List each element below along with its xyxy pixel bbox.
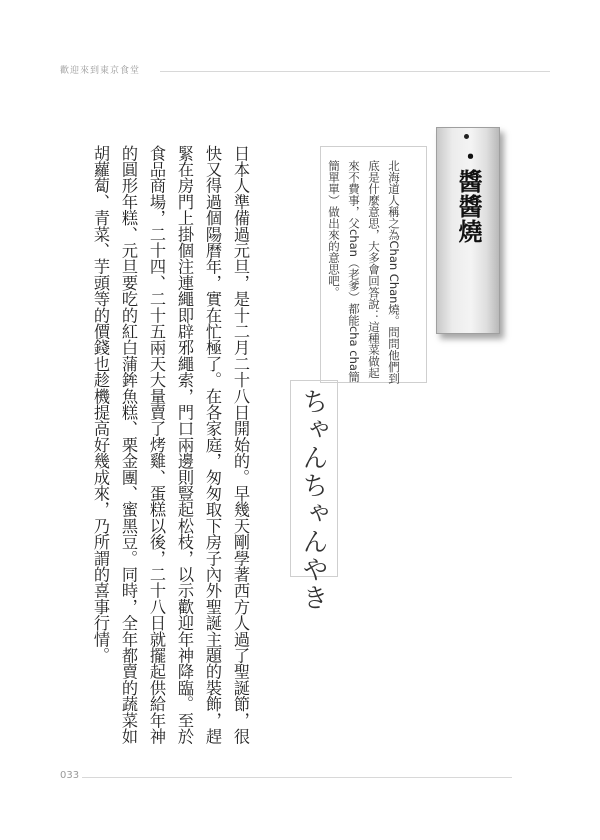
header-rule xyxy=(160,71,550,72)
body-paragraph: 日本人準備過元旦，是十二月二十八日開始的。早幾天剛學著西方人過了聖誕節，很快又得過個陽曆年，實在忙極了。在各家庭，匆匆取下房子內外聖誕主題的裝飾，趕緊在房門上掛個注連繩即辟邪繩索，門口兩邊則豎起松枝，以示歡迎年神降臨。至於食品商場，二十四、二十五兩天大量賣了烤雞、蛋糕以後，二十八日就擺起供給年神的圓形年糕、元旦要吃的紅白蒲鉾魚糕、栗金團、蜜黑豆。同時，全年都賣的蔬菜如胡蘿蔔、青菜、芋頭等的價錢也趁機提高好幾成來，乃所謂的喜事行情。 xyxy=(91,145,250,745)
note-text: 北海道人稱之為Chan Chan燒。問問他們到底是什麼意思，大多會回答說：這種菜做起來不費事，父chan（老爹）都能cha cha簡簡單單）做出來的意思吧。 xyxy=(327,160,401,384)
kana-title: ちゃんちゃんやき xyxy=(298,388,328,612)
tag-title: ・醬醬燒 xyxy=(454,144,483,244)
tag-hole xyxy=(464,134,469,139)
running-header: 歡迎來到東京食堂 xyxy=(60,66,141,76)
page-number: 033 xyxy=(60,770,80,781)
footer-rule xyxy=(82,777,512,778)
dish-name-tag xyxy=(436,127,500,334)
